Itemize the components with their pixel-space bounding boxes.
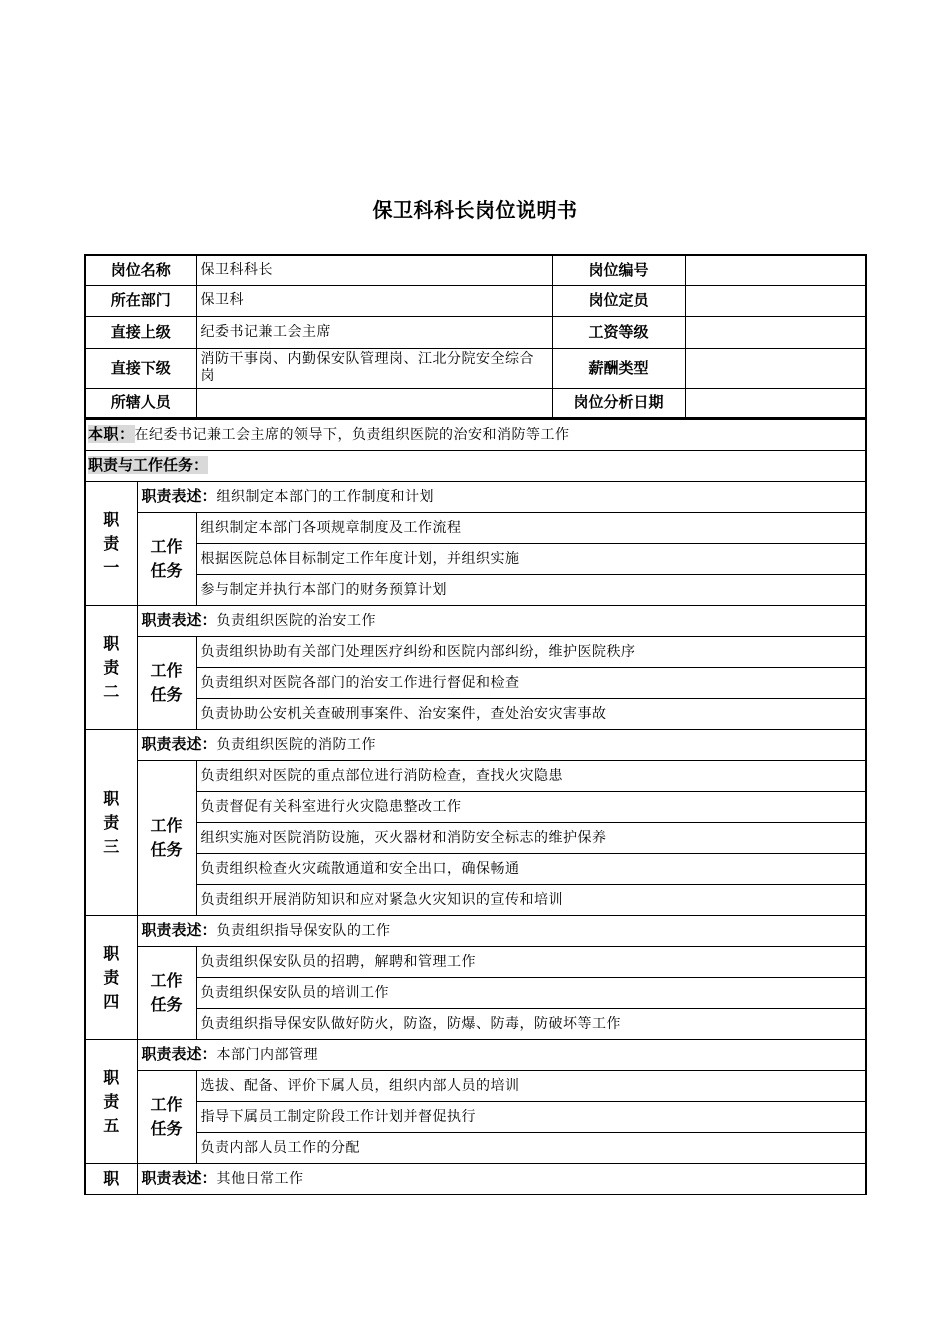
info-label-secondary: 岗位分析日期	[552, 388, 685, 418]
duty-number-char: 二	[103, 681, 120, 701]
task-label	[137, 1071, 196, 1164]
duty-number-char: 三	[103, 836, 120, 856]
info-value-secondary	[685, 285, 866, 316]
task-row	[85, 699, 866, 730]
duty-number-char: 职	[103, 509, 120, 529]
task-item: 负责组织协助有关部门处理医疗纠纷和医院内部纠纷，维护医院秩序	[196, 637, 866, 668]
duty-number-char: 一	[103, 557, 120, 577]
task-row	[85, 513, 866, 544]
duty-number	[85, 1164, 137, 1195]
info-row	[85, 388, 866, 418]
task-row	[85, 885, 866, 916]
duty-desc-text: 本部门内部管理	[216, 1047, 319, 1063]
job-description-sheet	[84, 254, 865, 1195]
task-item: 组织实施对医院消防设施，灭火器材和消防安全标志的维护保养	[196, 823, 866, 854]
duty-number-char: 五	[103, 1115, 120, 1135]
duty-desc-label: 职责表述：	[141, 487, 217, 505]
task-row	[85, 1102, 866, 1133]
info-label: 直接下级	[85, 348, 196, 388]
task-row	[85, 668, 866, 699]
duty-number	[85, 916, 137, 1040]
duties-heading: 职责与工作任务：	[88, 456, 209, 474]
duty-desc	[137, 730, 866, 761]
task-label-line: 工作	[150, 1095, 183, 1114]
task-item: 负责组织检查火灾疏散通道和安全出口，确保畅通	[196, 854, 866, 885]
info-row	[85, 316, 866, 348]
task-row	[85, 854, 866, 885]
info-row	[85, 285, 866, 316]
summary-label: 本职：	[88, 425, 135, 443]
task-row	[85, 544, 866, 575]
summary-row	[85, 420, 866, 451]
duty-number-char: 职	[103, 943, 120, 963]
duty-desc-row	[85, 606, 866, 637]
task-item: 组织制定本部门各项规章制度及工作流程	[196, 513, 866, 544]
duty-desc-row	[85, 482, 866, 513]
task-item: 负责组织指导保安队做好防火，防盗，防爆、防毒，防破坏等工作	[196, 1009, 866, 1040]
duty-desc-label: 职责表述：	[141, 735, 217, 753]
task-item: 指导下属员工制定阶段工作计划并督促执行	[196, 1102, 866, 1133]
task-label	[137, 947, 196, 1040]
info-value: 纪委书记兼工会主席	[196, 316, 552, 348]
task-label-line: 任务	[150, 995, 183, 1014]
duty-desc-text: 负责组织医院的治安工作	[216, 613, 377, 629]
duty-number-char: 责	[103, 812, 120, 832]
duty-desc	[137, 606, 866, 637]
task-label-line: 工作	[150, 661, 183, 680]
info-value: 保卫科科长	[196, 255, 552, 285]
duty-number-char: 责	[103, 1091, 120, 1111]
duty-desc-text: 组织制定本部门的工作制度和计划	[216, 489, 435, 505]
task-label-line: 工作	[150, 816, 183, 835]
info-row	[85, 255, 866, 285]
duty-number-char: 责	[103, 533, 120, 553]
duty-table	[84, 419, 867, 1195]
duty-desc-text: 负责组织指导保安队的工作	[216, 923, 391, 939]
duty-desc	[137, 916, 866, 947]
position-info-table	[84, 254, 867, 419]
info-value-secondary	[685, 348, 866, 388]
info-value-secondary	[685, 316, 866, 348]
info-value-secondary	[685, 255, 866, 285]
task-item: 负责组织对医院的重点部位进行消防检查，查找火灾隐患	[196, 761, 866, 792]
info-label-secondary: 岗位定员	[552, 285, 685, 316]
duty-number-char: 职	[103, 633, 120, 653]
info-value	[196, 388, 552, 418]
task-label-line: 任务	[150, 685, 183, 704]
duty-number-char: 职	[103, 1067, 120, 1087]
duty-desc-label: 职责表述：	[141, 921, 217, 939]
task-row	[85, 1009, 866, 1040]
task-label	[137, 761, 196, 916]
info-label-secondary: 工资等级	[552, 316, 685, 348]
task-label-line: 任务	[150, 840, 183, 859]
info-label-secondary: 岗位编号	[552, 255, 685, 285]
task-item: 负责组织保安队员的招聘，解聘和管理工作	[196, 947, 866, 978]
duty-number-char: 职	[103, 788, 120, 808]
duty-desc	[137, 482, 866, 513]
duty-desc-row	[85, 1164, 866, 1195]
info-value-secondary	[685, 388, 866, 418]
duty-desc-row	[85, 1040, 866, 1071]
duty-number-char: 四	[103, 991, 120, 1011]
task-row	[85, 823, 866, 854]
task-label	[137, 637, 196, 730]
task-row	[85, 1133, 866, 1164]
info-label: 所在部门	[85, 285, 196, 316]
duty-number-char: 责	[103, 967, 120, 987]
duty-number	[85, 482, 137, 606]
task-row	[85, 792, 866, 823]
info-label: 岗位名称	[85, 255, 196, 285]
duty-desc-text: 其他日常工作	[216, 1171, 304, 1187]
task-item: 负责内部人员工作的分配	[196, 1133, 866, 1164]
task-item: 负责督促有关科室进行火灾隐患整改工作	[196, 792, 866, 823]
task-item: 根据医院总体目标制定工作年度计划，并组织实施	[196, 544, 866, 575]
task-row	[85, 978, 866, 1009]
task-item: 负责协助公安机关查破刑事案件、治安案件，查处治安灾害事故	[196, 699, 866, 730]
task-row	[85, 947, 866, 978]
duty-desc-label: 职责表述：	[141, 1045, 217, 1063]
duty-desc-row	[85, 916, 866, 947]
task-label-line: 任务	[150, 1119, 183, 1138]
task-item: 负责组织开展消防知识和应对紧急火灾知识的宣传和培训	[196, 885, 866, 916]
duty-number	[85, 606, 137, 730]
info-value: 保卫科	[196, 285, 552, 316]
duty-number-char: 责	[103, 657, 120, 677]
duty-number-char: 职	[103, 1169, 120, 1188]
duty-desc-label: 职责表述：	[141, 1169, 217, 1187]
task-item: 负责组织对医院各部门的治安工作进行督促和检查	[196, 668, 866, 699]
info-label-secondary: 薪酬类型	[552, 348, 685, 388]
task-item: 选拔、配备、评价下属人员，组织内部人员的培训	[196, 1071, 866, 1102]
task-label-line: 工作	[150, 537, 183, 556]
duty-number	[85, 1040, 137, 1164]
info-label: 所辖人员	[85, 388, 196, 418]
info-value: 消防干事岗、内勤保安队管理岗、江北分院安全综合岗	[196, 348, 552, 388]
task-row	[85, 1071, 866, 1102]
summary-text: 在纪委书记兼工会主席的领导下，负责组织医院的治安和消防等工作	[134, 427, 570, 443]
task-item: 负责组织保安队员的培训工作	[196, 978, 866, 1009]
duty-number	[85, 730, 137, 916]
task-row	[85, 637, 866, 668]
task-label-line: 任务	[150, 561, 183, 580]
page-title: 保卫科科长岗位说明书	[372, 198, 578, 222]
info-row	[85, 348, 866, 388]
task-label	[137, 513, 196, 606]
duty-desc	[137, 1164, 866, 1195]
duty-desc-text: 负责组织医院的消防工作	[216, 737, 377, 753]
task-row	[85, 575, 866, 606]
duty-desc-label: 职责表述：	[141, 611, 217, 629]
task-label-line: 工作	[150, 971, 183, 990]
info-label: 直接上级	[85, 316, 196, 348]
task-item: 参与制定并执行本部门的财务预算计划	[196, 575, 866, 606]
duties-heading-row	[85, 451, 866, 482]
task-row	[85, 761, 866, 792]
duty-desc-row	[85, 730, 866, 761]
duty-desc	[137, 1040, 866, 1071]
